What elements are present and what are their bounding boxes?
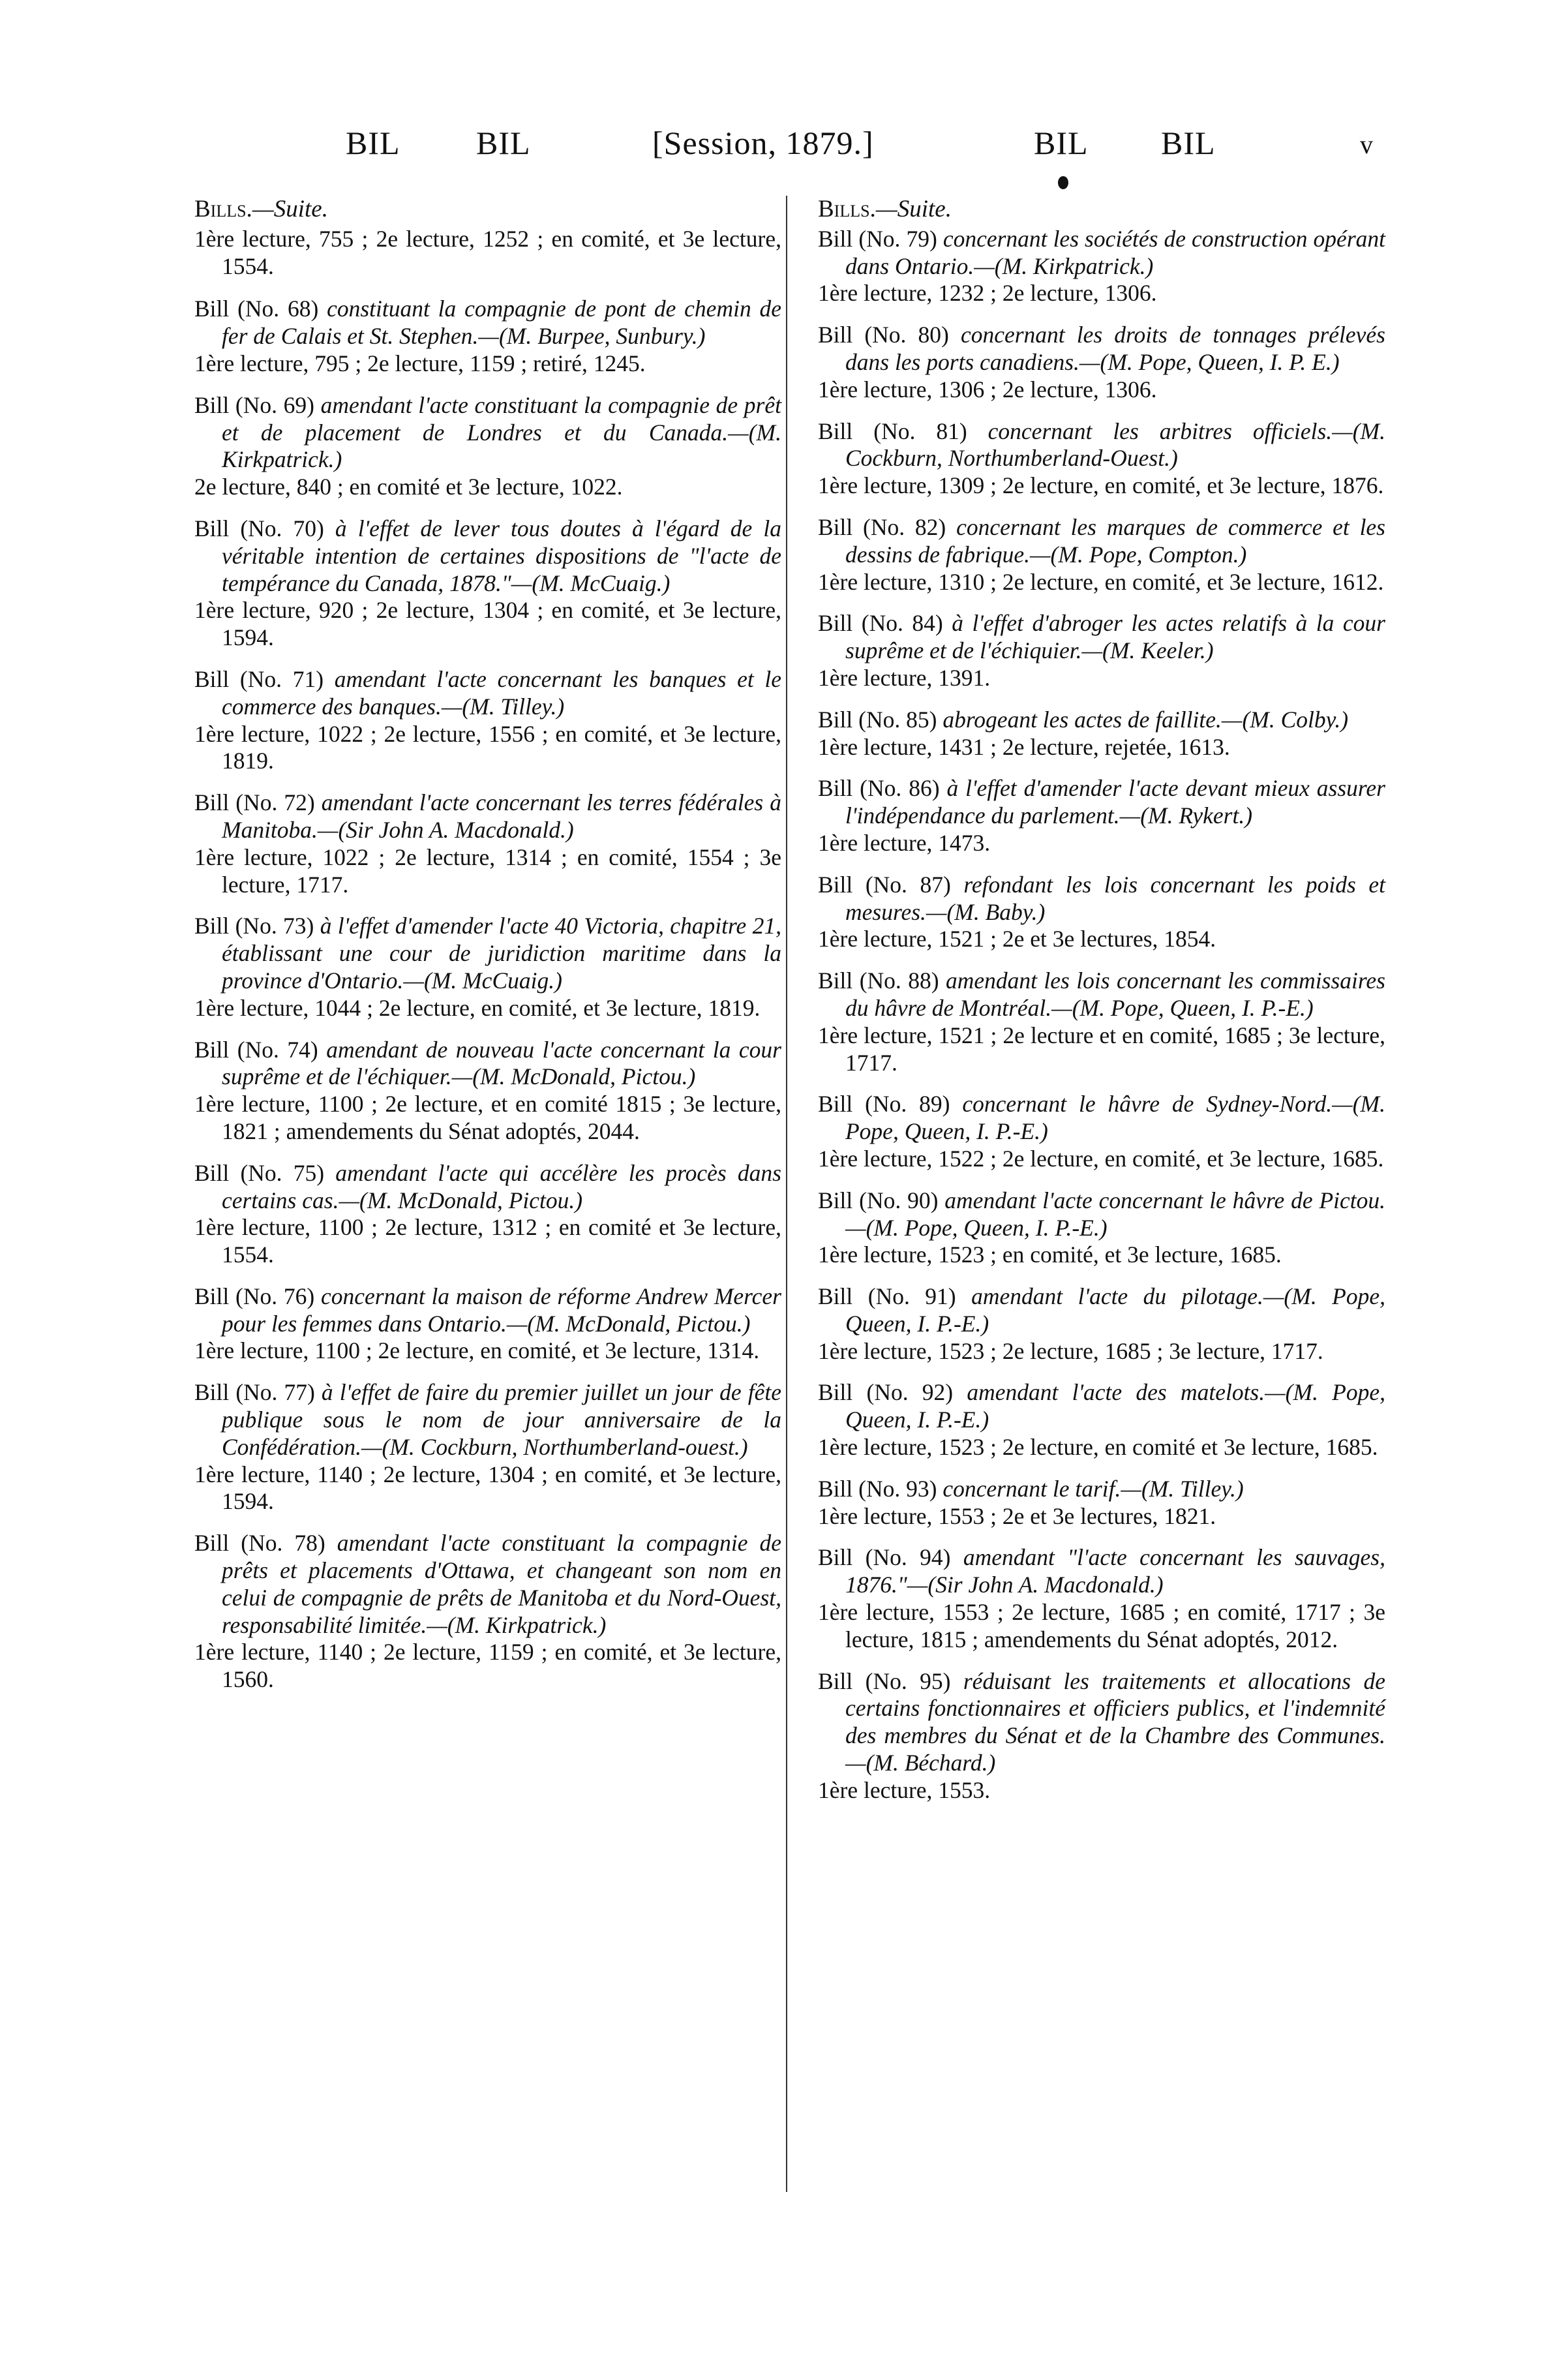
bill-title: amendant l'acte concernant les terres fédérales à Manitoba.—(Sir John A. Macdonald.) bbox=[222, 789, 781, 843]
bill-number: Bill (No. 88) bbox=[818, 967, 939, 994]
bill-entry bbox=[818, 1187, 1385, 1269]
bill-title: concernant les sociétés de construction opérant dans Ontario.—(M. Kirkpatrick.) bbox=[845, 225, 1385, 279]
bill-readings: 1ère lecture, 1522 ; 2e lecture, en comité, et 3e lecture, 1685. bbox=[818, 1145, 1384, 1172]
bill-number: Bill (No. 75) bbox=[194, 1159, 325, 1186]
bill-readings: 1ère lecture, 1100 ; 2e lecture, 1312 ; en comité et 3e lecture, 1554. bbox=[194, 1214, 781, 1268]
bill-number: Bill (No. 93) bbox=[818, 1475, 937, 1502]
bill-number: Bill (No. 77) bbox=[194, 1379, 315, 1406]
bill-entry bbox=[194, 1379, 781, 1515]
bill-readings: 1ère lecture, 1473. bbox=[818, 829, 991, 856]
bill-entry bbox=[818, 418, 1385, 500]
bill-title: amendant l'acte du pilotage.—(M. Pope, Queen, I. P.-E.) bbox=[845, 1283, 1385, 1337]
bill-number: Bill (No. 90) bbox=[818, 1187, 939, 1213]
bill-title: refondant les lois concernant les poids et mesures.—(M. Baby.) bbox=[845, 871, 1385, 925]
bill-title: amendant l'acte qui accélère les procès dans certains cas.—(M. McDonald, Pictou.) bbox=[222, 1159, 781, 1213]
bill-entry bbox=[818, 872, 1385, 953]
bill-number: Bill (No. 78) bbox=[194, 1530, 325, 1557]
bill-entry bbox=[194, 515, 781, 652]
bill-readings: 1ère lecture, 1553. bbox=[818, 1776, 991, 1803]
bill-readings: 1ère lecture, 1309 ; 2e lecture, en comité, et 3e lecture, 1876. bbox=[818, 472, 1384, 499]
bill-number: Bill (No. 72) bbox=[194, 789, 315, 816]
bill-number: Bill (No. 92) bbox=[818, 1379, 954, 1406]
bill-title: amendant l'acte constituant la compagnie de prêts et placements d'Ottawa, et changeant son nom en celui de compagnie de prêts de Manitoba et du Nord-Ouest, responsabilité limitée.—(M. Kirkpatrick.) bbox=[222, 1530, 782, 1638]
bill-number: Bill (No. 79) bbox=[818, 225, 937, 252]
bill-number: Bill (No. 80) bbox=[818, 322, 949, 348]
left-entries-list bbox=[194, 296, 781, 1694]
session-label: [Session, 1879.] bbox=[652, 125, 874, 161]
bill-entry bbox=[818, 1668, 1385, 1804]
bill-title: concernant le hâvre de Sydney-Nord.—(M. Pope, Queen, I. P.-E.) bbox=[845, 1091, 1386, 1145]
bill-entry bbox=[818, 610, 1385, 692]
bill-readings: 1ère lecture, 1523 ; 2e lecture, 1685 ; 3e lecture, 1717. bbox=[818, 1337, 1323, 1364]
bill-title: amendant l'acte concernant les banques et le commerce des banques.—(M. Tilley.) bbox=[222, 665, 781, 720]
bill-title: réduisant les traitements et allocations de certains fonctionnaires et officiers publics, et l'indemnité des membres du Sénat et de la Chambre des Communes.—(M. Béchard.) bbox=[845, 1667, 1385, 1776]
bill-readings: 1ère lecture, 1022 ; 2e lecture, 1556 ; en comité, et 3e lecture, 1819. bbox=[194, 720, 781, 774]
bill-title: à l'effet d'amender l'acte devant mieux assurer l'indépendance du parlement.—(M. Rykert.) bbox=[845, 775, 1385, 829]
bill-title: concernant le tarif.—(M. Tilley.) bbox=[942, 1475, 1244, 1502]
bill-title: abrogeant les actes de faillite.—(M. Colby.) bbox=[942, 706, 1349, 733]
bill-entry bbox=[194, 1530, 781, 1694]
bill-readings: 1ère lecture, 1100 ; 2e lecture, et en comité 1815 ; 3e lecture, 1821 ; amendements du Sénat adoptés, 2044. bbox=[194, 1091, 781, 1144]
bill-title: concernant les marques de commerce et les dessins de fabrique.—(M. Pope, Compton.) bbox=[845, 513, 1386, 568]
bill-readings: 1ère lecture, 1022 ; 2e lecture, 1314 ; en comité, 1554 ; 3e lecture, 1717. bbox=[194, 844, 781, 898]
running-head-right-2: BIL bbox=[1161, 125, 1216, 161]
bill-title: amendant l'acte concernant le hâvre de Pictou.—(M. Pope, Queen, I. P.-E.) bbox=[845, 1187, 1385, 1241]
bill-title: à l'effet de faire du premier juillet un jour de fête publique sous le nom de jour anniversaire de la Confédération.—(M. Cockburn, Northumberland-ouest.) bbox=[222, 1379, 781, 1460]
bill-entry bbox=[818, 707, 1385, 761]
bill-readings: 1ère lecture, 1232 ; 2e lecture, 1306. bbox=[818, 280, 1157, 307]
bill-number: Bill (No. 91) bbox=[818, 1283, 956, 1310]
bill-number: Bill (No. 69) bbox=[194, 391, 314, 418]
bill-readings: 1ère lecture, 1553 ; 2e et 3e lectures, 1821. bbox=[818, 1502, 1216, 1529]
bill-entry bbox=[818, 1544, 1385, 1653]
section-heading-suite: —Suite. bbox=[252, 196, 328, 222]
bill-number: Bill (No. 82) bbox=[818, 513, 946, 540]
bill-title: à l'effet d'amender l'acte 40 Victoria, chapitre 21, établissant une cour de juridiction maritime dans la province d'Ontario.—(M. McCuaig.) bbox=[222, 913, 781, 994]
section-heading bbox=[818, 196, 1385, 223]
bill-readings: 1ère lecture, 920 ; 2e lecture, 1304 ; en comité, et 3e lecture, 1594. bbox=[194, 597, 781, 651]
bill-title: amendant les lois concernant les commissaires du hâvre de Montréal.—(M. Pope, Queen, I. P.-E.) bbox=[845, 967, 1385, 1021]
bill-readings: 1ère lecture, 1140 ; 2e lecture, 1159 ; en comité, et 3e lecture, 1560. bbox=[194, 1639, 781, 1693]
bill-readings: 1ère lecture, 1553 ; 2e lecture, 1685 ; en comité, 1717 ; 3e lecture, 1815 ; amendements du Sénat adoptés, 2012. bbox=[818, 1599, 1385, 1652]
bill-title: amendant "l'acte concernant les sauvages, 1876."—(Sir John A. Macdonald.) bbox=[845, 1544, 1385, 1598]
bill-readings: 1ère lecture, 1044 ; 2e lecture, en comité, et 3e lecture, 1819. bbox=[194, 994, 761, 1021]
bill-entry bbox=[194, 1160, 781, 1269]
bill-number: Bill (No. 85) bbox=[818, 706, 937, 733]
bill-title: à l'effet d'abroger les actes relatifs à la cour suprême et de l'échiquier.—(M. Keeler.) bbox=[845, 610, 1385, 664]
bill-title: amendant l'acte constituant la compagnie de prêt et de placement de Londres et du Canada.—(M. Kirkpatrick.) bbox=[222, 391, 781, 473]
continued-entry-readings: 1ère lecture, 755 ; 2e lecture, 1252 ; en comité, et 3e lecture, 1554. bbox=[194, 225, 781, 279]
bill-number: Bill (No. 70) bbox=[194, 515, 324, 541]
running-head-left-2: BIL bbox=[476, 125, 531, 161]
bill-readings: 1ère lecture, 1523 ; en comité, et 3e lecture, 1685. bbox=[818, 1241, 1282, 1268]
bill-title: concernant les arbitres officiels.—(M. Cockburn, Northumberland-Ouest.) bbox=[845, 418, 1385, 472]
bill-title: constituant la compagnie de pont de chemin de fer de Calais et St. Stephen.—(M. Burpee, Sunbury.) bbox=[222, 296, 782, 350]
bill-number: Bill (No. 74) bbox=[194, 1036, 318, 1063]
bill-title: amendant de nouveau l'acte concernant la cour suprême et de l'échiquer.—(M. McDonald, Pictou.) bbox=[222, 1036, 781, 1090]
bill-entry bbox=[818, 1476, 1385, 1530]
page-number: v bbox=[1360, 130, 1374, 159]
bill-readings: 1ère lecture, 1431 ; 2e lecture, rejetée, 1613. bbox=[818, 733, 1230, 760]
section-heading-label: Bills. bbox=[194, 196, 252, 222]
bill-number: Bill (No. 84) bbox=[818, 610, 943, 637]
bill-number: Bill (No. 95) bbox=[818, 1667, 951, 1694]
bill-readings: 1ère lecture, 1310 ; 2e lecture, en comité, et 3e lecture, 1612. bbox=[818, 568, 1384, 595]
bill-entry bbox=[194, 392, 781, 501]
bill-readings: 1ère lecture, 1100 ; 2e lecture, en comité, et 3e lecture, 1314. bbox=[194, 1337, 760, 1364]
right-column bbox=[818, 196, 1385, 1819]
bill-entry bbox=[818, 1379, 1385, 1461]
bill-readings: 1ère lecture, 1306 ; 2e lecture, 1306. bbox=[818, 376, 1157, 403]
page-header bbox=[0, 124, 1568, 176]
bill-readings: 1ère lecture, 1140 ; 2e lecture, 1304 ; en comité, et 3e lecture, 1594. bbox=[194, 1461, 781, 1515]
bill-readings: 2e lecture, 840 ; en comité et 3e lecture, 1022. bbox=[194, 474, 623, 500]
bill-number: Bill (No. 94) bbox=[818, 1544, 951, 1571]
bill-entry bbox=[818, 775, 1385, 857]
bill-entry bbox=[194, 1283, 781, 1365]
bill-entry bbox=[818, 967, 1385, 1076]
bill-entry bbox=[194, 296, 781, 377]
bill-entry bbox=[818, 1283, 1385, 1365]
bill-number: Bill (No. 81) bbox=[818, 418, 967, 444]
bill-readings: 1ère lecture, 1521 ; 2e lecture et en comité, 1685 ; 3e lecture, 1717. bbox=[818, 1022, 1385, 1076]
bill-entry bbox=[818, 1091, 1385, 1172]
bill-entry bbox=[818, 514, 1385, 596]
right-entries-list bbox=[818, 226, 1385, 1804]
bill-number: Bill (No. 76) bbox=[194, 1283, 315, 1309]
running-head-right-1: BIL bbox=[1034, 125, 1089, 161]
bill-number: Bill (No. 68) bbox=[194, 296, 319, 322]
bill-title: amendant l'acte des matelots.—(M. Pope, Queen, I. P.-E.) bbox=[845, 1379, 1385, 1433]
bill-entry bbox=[818, 322, 1385, 403]
bill-entry bbox=[194, 913, 781, 1022]
ornament-dot bbox=[1058, 176, 1068, 189]
bill-number: Bill (No. 87) bbox=[818, 871, 951, 898]
bill-entry bbox=[818, 226, 1385, 307]
section-heading-suite: —Suite. bbox=[875, 196, 952, 222]
section-heading-label: Bills. bbox=[818, 196, 876, 222]
bill-title: concernant la maison de réforme Andrew Mercer pour les femmes dans Ontario.—(M. McDonald, Pictou.) bbox=[222, 1283, 781, 1337]
left-column bbox=[194, 196, 781, 1708]
bill-entry bbox=[194, 666, 781, 775]
running-head-left-1: BIL bbox=[346, 125, 400, 161]
bill-entry bbox=[194, 1037, 781, 1146]
bill-readings: 1ère lecture, 1523 ; 2e lecture, en comité et 3e lecture, 1685. bbox=[818, 1434, 1378, 1461]
bill-title: concernant les droits de tonnages prélevés dans les ports canadiens.—(M. Pope, Queen, I. P. E.) bbox=[845, 322, 1385, 375]
bill-number: Bill (No. 73) bbox=[194, 913, 314, 939]
bill-readings: 1ère lecture, 795 ; 2e lecture, 1159 ; retiré, 1245. bbox=[194, 350, 646, 376]
bill-readings: 1ère lecture, 1391. bbox=[818, 664, 991, 691]
bill-number: Bill (No. 89) bbox=[818, 1091, 950, 1118]
section-heading bbox=[194, 196, 781, 223]
bill-title: à l'effet de lever tous doutes à l'égard de la véritable intention de certaines dispositions de "l'acte de tempérance du Canada, 1878."—(M. McCuaig.) bbox=[222, 515, 781, 596]
column-divider bbox=[786, 196, 787, 2192]
bill-number: Bill (No. 71) bbox=[194, 665, 324, 692]
bill-number: Bill (No. 86) bbox=[818, 775, 940, 802]
bill-readings: 1ère lecture, 1521 ; 2e et 3e lectures, 1854. bbox=[818, 926, 1216, 952]
bill-entry bbox=[194, 789, 781, 898]
